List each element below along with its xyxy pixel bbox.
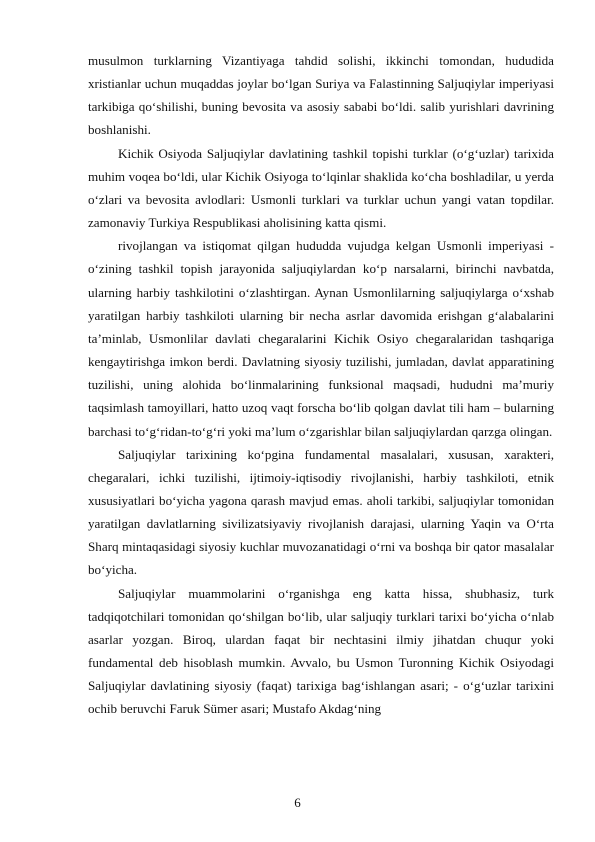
paragraph-4: Saljuqiylar tarixining ko‘pgina fundamental masalalari, xususan, xarakteri, chegaralari, ichki tuzilishi, ijtimoiy-iqtisodiy rivojlanishi, harbiy tashkiloti, etnik xususiyatlari bo‘yicha yagona qarash mavjud emas. aholi tarkibi, saljuqiylar tomonidan yaratilgan davlatlarning sivilizatsiyaviy rivojlanish darajasi, ularning Yaqin va O‘rta Sharq mintaqasidagi siyosiy kuchlar muvozanatidagi o‘rni va boshqa bir qator masalalar bo‘yicha. — [88, 446, 554, 578]
document-body — [88, 49, 554, 721]
paragraph-5: Saljuqiylar muammolarini o‘rganishga eng katta hissa, shubhasiz, turk tadqiqotchilari tomonidan qo‘shilgan bo‘lib, ular saljuqiy turklari tarixi bo‘yicha o‘nlab asarlar yozgan. Biroq, ulardan faqat bir nechtasini ilmiy jihatdan chuqur yoki fundamental deb hisoblash mumkin. Avvalo, bu Usmon Turonning Kichik Osiyodagi Saljuqiylar davlatining siyosiy (faqat) tarixiga bag‘ishlangan asari; - o‘g‘uzlar tarixini ochib beruvchi Faruk Sümer asari; Mustafo Akdag‘ning — [88, 585, 554, 717]
paragraph-2: Kichik Osiyoda Saljuqiylar davlatining tashkil topishi turklar (o‘g‘uzlar) tarixida muhim voqea bo‘ldi, ular Kichik Osiyoga to‘lqinlar shaklida ko‘cha boshladilar, u yerda o‘zlari va bevosita avlodlari: Usmonli turklari va turklar uchun yangi vatan topdilar. zamonaviy Turkiya Respublikasi aholisining katta qismi. — [88, 145, 554, 231]
paragraph-1: musulmon turklarning Vizantiyaga tahdid solishi, ikkinchi tomondan, hududida xristianlar uchun muqaddas joylar bo‘lgan Suriya va Falastinning Saljuqiylar imperiyasi tarkibiga qo‘shilishi, buning bevosita va asosiy sababi bo‘ldi. salib yurishlari davrining boshlanishi. — [88, 53, 554, 138]
paragraph-3: rivojlangan va istiqomat qilgan hududda vujudga kelgan Usmonli imperiyasi - o‘zining tashkil topish jarayonida saljuqiylardan ko‘p narsalarni, birinchi navbatda, ularning harbiy tashkilotini o‘zlashtirgan. Aynan Usmonlilarning saljuqiylarga o‘xshab yaratilgan harbiy tashkiloti ularning bir necha asrlar davomida erishgan g‘alabalarini ta’minlab, Usmonlilar davlati chegaralarini Kichik Osiyo chegaralaridan tashqariga kengaytirishga imkon berdi. Davlatning siyosiy tuzilishi, jumladan, davlat apparatining tuzilishi, uning alohida bo‘linmalarining funksional maqsadi, hududni ma’muriy taqsimlash tamoyillari, hatto uzoq vaqt forscha bo‘lib qolgan davlat tili ham – bularning barchasi to‘g‘ridan-to‘g‘ri yoki ma’lum o‘zgarishlar bilan saljuqiylardan qarzga olingan. — [88, 238, 554, 439]
page-number: 6 — [294, 795, 301, 810]
